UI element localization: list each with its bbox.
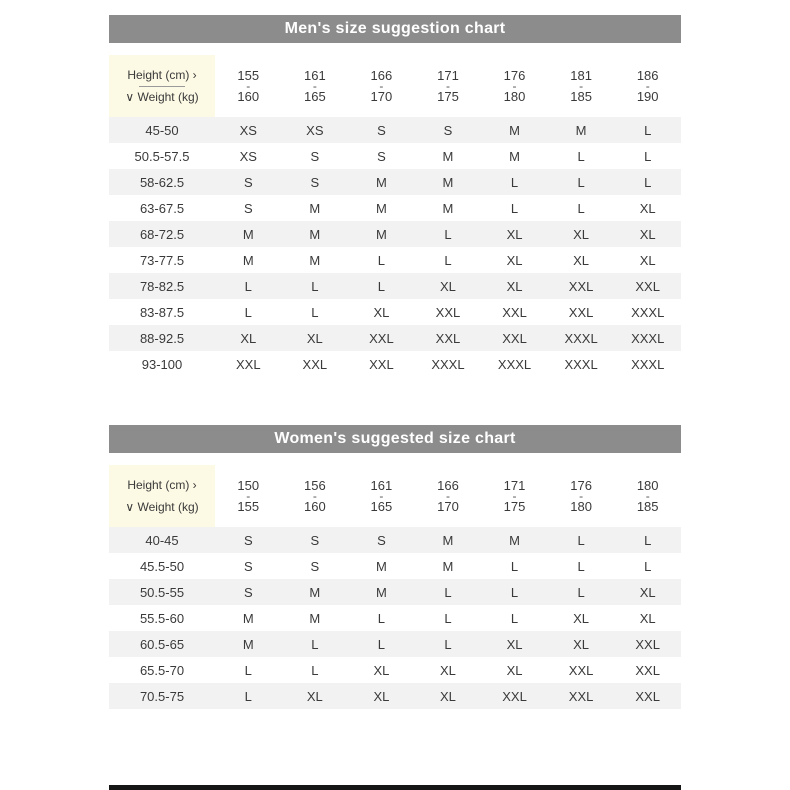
size-cell: L [481,579,548,605]
height-range-bottom: 175 [503,498,526,514]
height-column-header [282,465,349,527]
height-range-top: 166 [437,477,459,493]
table-row [109,553,681,579]
size-cell: S [377,148,386,164]
size-cell: XL [639,252,656,268]
size-cell: M [282,579,349,605]
height-range-top: 181 [570,67,592,83]
table-row [109,527,681,553]
size-cell: L [548,169,615,195]
range-separator: - [579,78,584,93]
mens-size-table [109,55,681,377]
height-range-top: 186 [636,67,659,83]
range-separator: - [645,78,650,93]
womens-size-chart-section [109,425,681,709]
table-row [109,273,681,299]
size-cell: M [309,252,321,268]
height-range-bottom: 165 [303,88,326,104]
size-cell: XXXL [431,356,465,372]
size-cell: S [243,558,253,574]
size-cell: S [310,558,320,574]
size-cell: XL [282,683,349,709]
weight-range-label: 93-100 [141,356,183,372]
size-cell: M [348,169,415,195]
size-cell: S [215,169,282,195]
size-cell: XXL [568,304,594,320]
size-cell: L [415,221,482,247]
size-cell: M [442,200,454,216]
table-row [109,605,681,631]
size-cell: L [614,527,681,553]
size-cell: L [444,610,452,626]
size-cell: L [244,304,252,320]
size-cell: M [442,148,454,164]
range-separator: - [445,78,450,93]
size-cell: XL [639,610,656,626]
table-row [109,325,681,351]
size-cell: XXXL [631,304,665,320]
size-cell: L [311,662,319,678]
height-range-top: 180 [636,477,659,493]
size-cell: XL [639,200,656,216]
size-cell: XL [506,662,523,678]
size-cell: L [510,610,519,626]
height-column-header [614,465,681,527]
height-column-header [348,465,415,527]
height-range-top: 156 [303,477,326,493]
height-range-bottom: 185 [570,88,592,104]
size-cell: L [548,579,615,605]
table-row [109,683,681,709]
height-range-bottom: 155 [237,498,260,514]
size-cell: M [309,200,321,216]
size-cell: XXL [548,683,615,709]
height-range-top: 166 [370,67,393,83]
size-cell: S [215,527,282,553]
mens-chart-title: Men's size suggestion chart [109,15,681,43]
size-cell: L [415,579,482,605]
size-cell: S [282,527,349,553]
size-cell: S [310,148,320,164]
height-column-header [548,465,615,527]
size-cell: M [348,221,415,247]
height-range-bottom: 175 [437,88,459,104]
size-cell: L [577,558,585,574]
size-cell: XL [481,631,548,657]
size-cell: XL [506,252,523,268]
size-cell: M [375,558,387,574]
size-cell: M [481,117,548,143]
height-range-top: 171 [503,477,526,493]
height-axis-label: Height (cm) › [127,67,197,82]
size-cell: XS [239,148,257,164]
size-cell: XL [481,273,548,299]
size-cell: L [614,169,681,195]
weight-range-label: 55.5-60 [139,610,185,626]
table-row [109,631,681,657]
size-cell: XL [548,221,615,247]
size-cell: XL [348,683,415,709]
range-separator: - [312,78,317,93]
height-column-header [415,465,482,527]
size-cell: L [377,252,386,268]
size-cell: XXL [302,356,328,372]
size-cell: L [644,148,652,164]
weight-axis-label: ∨ Weight (kg) [125,89,199,104]
corner-divider-line [139,86,185,87]
table-header [109,55,681,117]
size-cell: L [215,683,282,709]
height-range-top: 176 [570,477,592,493]
range-separator: - [246,78,251,93]
size-cell: XL [415,683,482,709]
table-row [109,195,681,221]
height-range-bottom: 190 [636,88,659,104]
size-cell: M [348,579,415,605]
height-range-top: 150 [237,477,260,493]
height-column-header [348,55,415,117]
size-cell: XXL [348,325,415,351]
size-cell: M [309,610,321,626]
weight-range-label: 60.5-65 [109,631,215,657]
height-weight-corner-cell [109,465,215,527]
womens-size-table [109,465,681,709]
size-cell: S [243,200,253,216]
height-column-header [548,55,615,117]
range-separator: - [512,78,517,93]
height-column-header [481,55,548,117]
height-range-bottom: 180 [570,498,592,514]
table-row [109,579,681,605]
size-cell: L [614,117,681,143]
size-cell: L [510,200,519,216]
height-range-bottom: 170 [437,498,459,514]
size-cell: XXXL [497,356,532,372]
size-cell: M [548,117,615,143]
size-cell: L [348,631,415,657]
weight-range-label: 50.5-55 [109,579,215,605]
height-range-bottom: 180 [503,88,526,104]
weight-range-label: 70.5-75 [109,683,215,709]
header-row [109,465,681,527]
table-row [109,351,681,377]
size-cell: M [442,558,454,574]
weight-range-label: 50.5-57.5 [134,148,190,164]
size-cell: XXL [481,683,548,709]
size-cell: S [348,527,415,553]
size-cell: XL [440,662,456,678]
height-column-header [215,55,282,117]
size-cell: XL [373,304,390,320]
height-range-bottom: 165 [370,498,393,514]
table-row [109,169,681,195]
weight-range-label: 78-82.5 [109,273,215,299]
size-cell: L [577,148,585,164]
range-separator: - [445,488,450,503]
weight-axis-label: ∨ Weight (kg) [125,499,199,514]
table-row [109,221,681,247]
table-body [109,527,681,709]
size-cell: XXL [435,304,461,320]
height-column-header [481,465,548,527]
size-cell: L [481,169,548,195]
height-weight-corner-cell [109,55,215,117]
size-cell: XXL [635,662,660,678]
table-row [109,299,681,325]
size-cell: XL [573,610,590,626]
height-column-header [215,465,282,527]
height-axis-label: Height (cm) › [127,477,197,492]
table-row [109,657,681,683]
height-range-bottom: 185 [636,498,659,514]
size-cell: M [215,221,282,247]
range-separator: - [246,488,251,503]
size-cell: L [644,558,652,574]
size-cell: L [244,662,252,678]
size-cell: XS [215,117,282,143]
size-cell: XXL [548,273,615,299]
weight-range-label: 65.5-70 [139,662,185,678]
size-cell: S [215,579,282,605]
size-cell: S [348,117,415,143]
height-range-bottom: 170 [370,88,393,104]
size-cell: M [481,527,548,553]
size-cell: XS [282,117,349,143]
size-cell: XXXL [548,325,615,351]
size-cell: L [377,610,386,626]
range-separator: - [312,488,317,503]
size-cell: XL [481,221,548,247]
size-cell: S [282,169,349,195]
weight-range-label: 45.5-50 [139,558,185,574]
size-cell: XXXL [564,356,598,372]
size-cell: L [282,631,349,657]
height-range-top: 161 [303,67,326,83]
size-cell: XL [282,325,349,351]
header-row [109,55,681,117]
table-body [109,117,681,377]
range-separator: - [645,488,650,503]
size-cell: XL [415,273,482,299]
range-separator: - [512,488,517,503]
size-cell: M [509,148,520,164]
size-cell: XXXL [614,325,681,351]
range-separator: - [579,488,584,503]
size-cell: M [242,252,254,268]
size-cell: L [282,273,349,299]
size-cell: M [415,527,482,553]
size-cell: XL [548,631,615,657]
height-column-header [415,55,482,117]
size-cell: XL [373,662,390,678]
size-cell: XXL [481,325,548,351]
size-cell: XXL [614,273,681,299]
height-column-header [614,55,681,117]
height-range-top: 176 [503,67,526,83]
size-cell: XXXL [631,356,665,372]
size-cell: M [375,200,387,216]
next-section-divider-bar [109,785,681,790]
weight-range-label: 63-67.5 [139,200,185,216]
size-cell: XXL [614,631,681,657]
table-row [109,117,681,143]
size-cell: M [215,631,282,657]
size-cell: XL [614,579,681,605]
size-cell: XXL [614,683,681,709]
weight-range-label: 73-77.5 [139,252,185,268]
height-range-top: 171 [437,67,459,83]
size-cell: XL [215,325,282,351]
size-cell: XL [573,252,590,268]
weight-range-label: 88-92.5 [109,325,215,351]
corner-gap [109,493,215,500]
size-cell: M [282,221,349,247]
height-column-header [282,55,349,117]
weight-range-label: 58-62.5 [109,169,215,195]
table-header [109,465,681,527]
womens-chart-title: Women's suggested size chart [109,425,681,453]
height-range-top: 161 [370,477,393,493]
table-row [109,247,681,273]
size-cell: M [415,169,482,195]
size-cell: L [311,304,319,320]
size-cell: L [548,527,615,553]
range-separator: - [379,488,384,503]
weight-range-label: 83-87.5 [139,304,185,320]
size-cell: S [415,117,482,143]
size-cell: XL [614,221,681,247]
height-range-top: 155 [237,67,260,83]
weight-range-label: 40-45 [109,527,215,553]
weight-range-label: 68-72.5 [109,221,215,247]
range-separator: - [379,78,384,93]
size-cell: L [415,631,482,657]
height-range-bottom: 160 [237,88,260,104]
size-cell: XXL [235,356,261,372]
table-row [109,143,681,169]
size-cell: L [444,252,452,268]
size-cell: XXL [502,304,527,320]
height-range-bottom: 160 [303,498,326,514]
size-cell: XXL [568,662,594,678]
size-cell: M [242,610,254,626]
weight-range-label: 45-50 [109,117,215,143]
size-cell: XXL [415,325,482,351]
size-cell: L [577,200,585,216]
size-cell: XXL [369,356,394,372]
mens-size-chart-section [109,15,681,377]
size-cell: L [348,273,415,299]
size-cell: L [215,273,282,299]
size-cell: L [510,558,519,574]
